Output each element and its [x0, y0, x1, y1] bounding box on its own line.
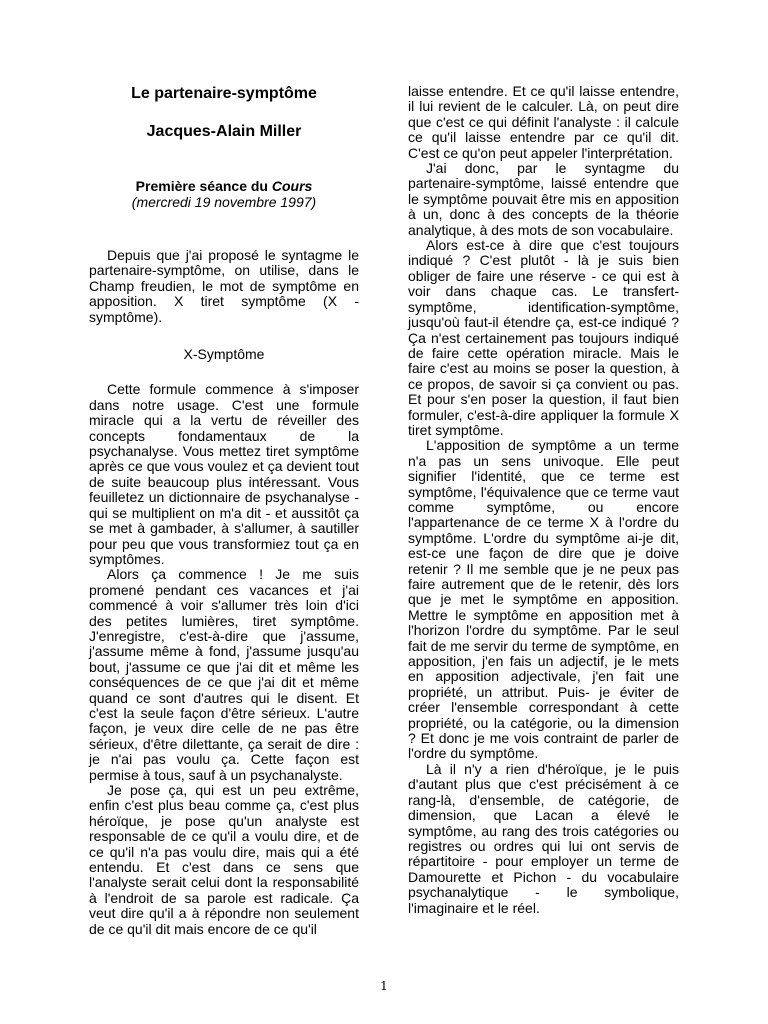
paragraph: J'ai donc, par le syntagme du partenaire-symptôme, laissé entendre que le symptôme pouvait être mis en apposition à un, donc à des concepts de la théorie analytique, à des mots de son vocabulaire.: [408, 160, 679, 238]
paragraph: L'apposition de symptôme a un terme n'a pas un sens univoque. Elle peut signifier l'identité, que ce terme est symptôme, l'équivalence que ce terme vaut comme symptôme, ou encore l'appartenance de ce terme X à l'ordre du symptôme. L'ordre du symptôme ai-je dit, est-ce une façon de dire que je doive retenir ? Il me semble que je ne peux pas faire autrement que de le retenir, dès lors que je met le symptôme en apposition. Mettre le symptôme en apposition met à l'horizon l'ordre du symptôme. Par le seul fait de me servir du terme de symptôme, en apposition, j'en fais un adjectif, je le mets en apposition adjectivale, j'en fait une propriété, un attribut. Puis- je éviter de créer l'ensemble correspondant à cette propriété, ou la catégorie, ou la dimension ? Et donc je me vois contraint de parler de l'ordre du symptôme.: [408, 437, 679, 762]
session-date: (mercredi 19 novembre 1997): [131, 194, 317, 210]
right-column: [408, 84, 679, 916]
session-heading: [89, 178, 359, 194]
paragraph: Alors est-ce à dire que c'est toujours indiqué ? C'est plutôt - là je suis bien obliger de faire une réserve - ce qui est à voir dans chaque cas. Le transfert-symptôme, identification-symptôme, jusqu'où faut-il étendre ça, est-ce indiqué ? Ça n'est certainement pas toujours indiqué de faire cette opération miracle. Mais le faire c'est au moins se poser la question, à ce propos, de savoir si ça convient ou pas. Et pour s'en poser la question, il faut bien formuler, c'est-à-dire appliquer la formule X tiret symptôme.: [408, 237, 679, 438]
author-name: Jacques-Alain Miller: [146, 123, 302, 140]
paragraph: Alors ça commence ! Je me suis promené pendant ces vacances et j'ai commencé à voir s'allumer très loin d'ici des petites lumières, tiret symptôme. J'enregistre, c'est-à-dire que j'assume, j'assume même à fond, j'assume jusqu'au bout, j'assume ce que j'ai dit et même les conséquences de ce que j'ai dit et même quand ce sont d'autres qui le disent. Et c'est la seule façon d'être sérieux. L'autre façon, je veux dire celle de ne pas être sérieux, d'être dilettante, ça serait de dire : je n'ai pas voulu ça. Cette façon est permise à tous, sauf à un psychanalyste.: [89, 566, 359, 783]
paragraph: Cette formule commence à s'imposer dans notre usage. C'est une formule miracle qui a la vertu de réveiller des concepts fondamentaux de la psychanalyse. Vous mettez tiret symptôme après ce que vous voulez et ça devient tout de suite beaucoup plus intéressant. Vous feuilletez un dictionnaire de psychanalyse - qui se multiplient on m'a dit - et aussitôt ça se met à gambader, à s'allumer, à sautiller pour peu que vous transformiez tout ça en symptômes.: [89, 381, 359, 567]
session-prefix: Première séance du: [135, 178, 268, 194]
paragraph-intro: Depuis que j'ai proposé le syntagme le partenaire-symptôme, on utilise, dans le Champ freudien, le mot de symptôme en apposition. X tiret symptôme (X - symptôme).: [89, 247, 359, 325]
paragraph: Je pose ça, qui est un peu extrême, enfin c'est plus beau comme ça, c'est plus héroïque, je pose qu'un analyste est responsable de ce qu'il a voulu dire, et de ce qu'il n'a pas voulu dire, mais qui a été entendu. Et c'est dans ce sens que l'analyste serait celui dont la responsabilité à l'endroit de sa parole est radicale. Ça veut dire qu'il a à répondre non seulement de ce qu'il dit mais encore de ce qu'il: [89, 782, 359, 937]
paragraph-continued: laisse entendre. Et ce qu'il laisse entendre, il lui revient de le calculer. Là, on peut dire que c'est ce qui définit l'analyste : il calcule ce qu'il laisse entendre par ce qu'il dit. C'est ce qu'on peut appeler l'interprétation.: [408, 83, 679, 161]
section-heading: X-Symptôme: [183, 346, 265, 363]
paragraph: Là il n'y a rien d'héroïque, je le puis d'autant plus que c'est précisément à ce rang-là, d'ensemble, de catégorie, de dimension, que Lacan a élevé le symptôme, au rang des trois catégories ou registres ou ordres qui lui ont servis de répartitoire - pour employer un terme de Damourette et Pichon - du vocabulaire psychanalytique - le symbolique, l'imaginaire et le réel.: [408, 760, 679, 916]
left-column: [89, 84, 359, 937]
page-number: 1: [380, 979, 388, 993]
document-title: Le partenaire-symptôme: [131, 85, 317, 102]
session-cours: Cours: [271, 178, 313, 194]
